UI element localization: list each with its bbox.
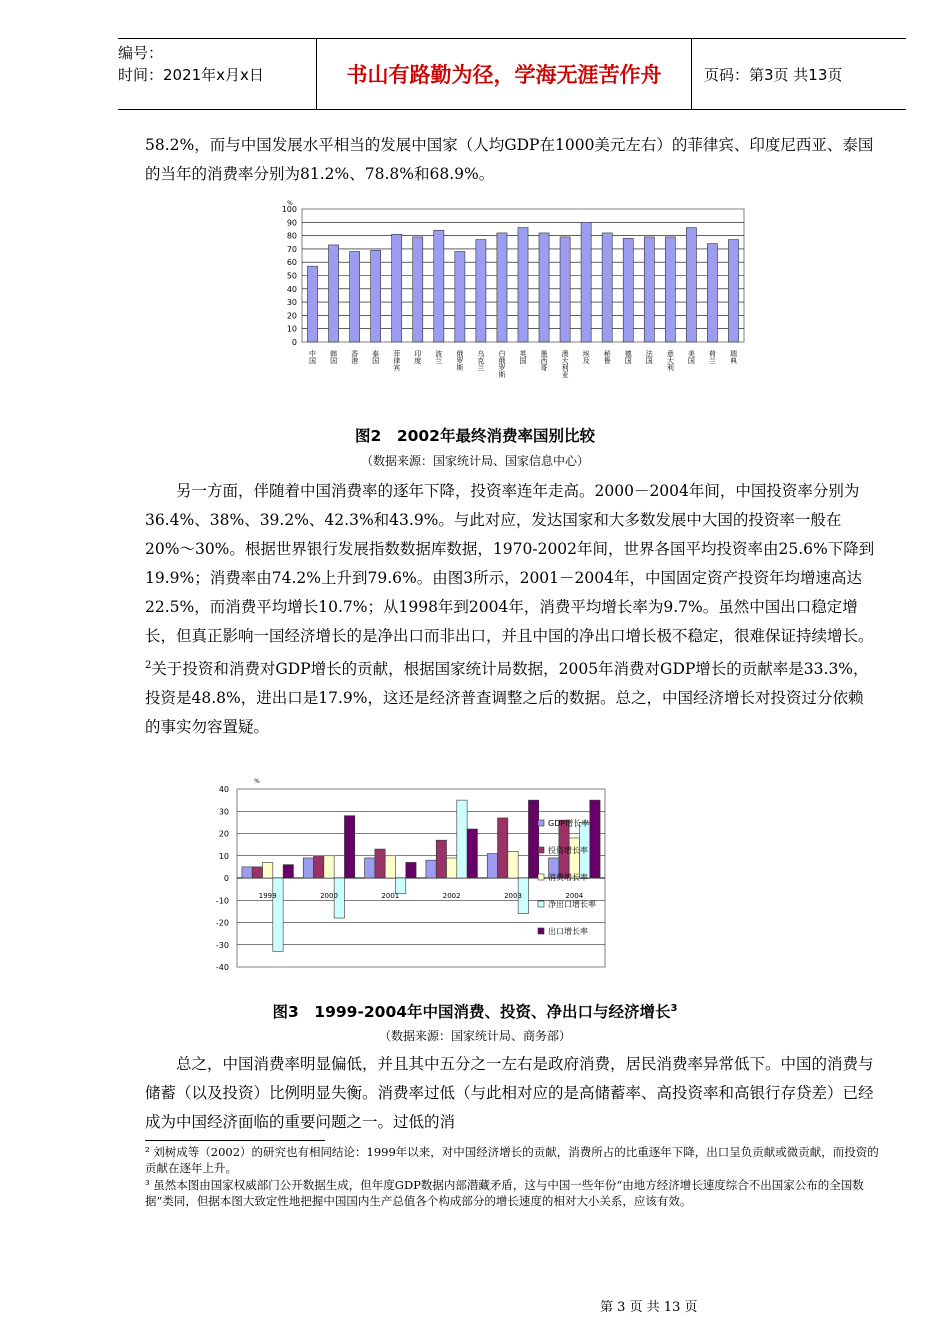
x-tick-label: 乌克兰 [476,350,485,371]
x-tick-label: 墨西哥 [540,350,549,371]
legend-label: 投资增长率 [548,846,588,855]
y-tick-label: 60 [286,258,297,268]
y-tick-label: 20 [218,829,229,839]
bar [467,829,477,878]
x-tick-label: 印度 [413,350,422,364]
bar [324,856,334,878]
bar [263,862,273,878]
bar [644,237,654,342]
bar [686,228,696,342]
time-label: 时间：2021年x月x日 [118,66,264,84]
bar [581,222,591,342]
bar [371,250,381,342]
y-tick-label: 0 [223,874,229,883]
x-tick-label: 澳大利亚 [561,350,570,378]
y-tick-label: -10 [215,896,229,906]
bar [497,233,507,342]
bar [314,856,324,878]
legend-swatch [538,820,544,826]
bar [665,237,675,342]
page-footer: 第 3 页 共 13 页 [600,1300,698,1315]
x-tick-label: 2003 [504,892,522,900]
bar [406,862,416,878]
bar [307,266,317,342]
legend-swatch [538,928,544,934]
chart-growth-rates [205,775,815,980]
bar [242,867,252,878]
bar [455,252,465,342]
header-page-label: 页码：第3页 共13页 [704,65,843,84]
x-tick-label: 泰国 [371,350,380,364]
legend-label: GDP增长率 [548,819,590,828]
y-tick-label: -40 [215,963,229,972]
y-tick-label: 40 [286,284,297,294]
footnote-ref-3[interactable]: 3 [670,1002,678,1014]
bar [434,230,444,342]
y-tick-label: 0 [291,338,297,347]
page-header [118,38,906,110]
bar [602,233,612,342]
bar [569,838,579,878]
x-tick-label: 德国 [624,350,633,364]
figure3-source: （数据来源：国家统计局、商务部） [378,1029,571,1043]
y-tick-label: -30 [215,940,229,950]
legend-label: 净出口增长率 [548,900,596,909]
x-tick-label: 秘鲁 [603,350,612,364]
y-tick-label: 30 [286,298,297,308]
y-axis-unit: % [254,778,260,785]
bar [350,252,360,342]
x-tick-label: 美国 [687,350,696,364]
x-tick-label: 2001 [381,892,400,900]
x-tick-label: 白俄罗斯 [497,350,506,378]
figure3-caption [0,1000,950,1022]
x-tick-label: 2004 [565,892,584,900]
legend-label: 出口增长率 [548,927,588,936]
bar [329,245,339,342]
y-tick-label: 10 [218,851,229,861]
chart-consumption-rate-by-country [272,197,752,407]
paragraph-2-tail: 关于投资和消费对GDP增长的贡献，根据国家统计局数据，2005年消费对GDP增长的贡献率是33.3%，投资是48.8%，进出口是17.9%，这还是经济普查调整之后的数据。总之，中国经济增长对投资过分依赖的事实勿容置疑。 [145,660,869,737]
bar [560,237,570,342]
x-tick-label: 法国 [645,350,654,364]
bar [392,234,402,342]
x-tick-label: 荷兰 [708,350,717,364]
bar [303,858,313,878]
bar [365,858,375,878]
footnote-ref-2[interactable]: 2 [145,660,152,671]
bar [344,816,354,878]
x-tick-label: 1999 [258,892,277,900]
x-tick-label: 菲律宾 [392,350,401,371]
legend-label: 消费增长率 [548,873,588,882]
bar [518,228,528,342]
x-tick-label: 中国 [308,350,317,364]
y-axis-unit: % [287,200,293,207]
bar [728,240,738,342]
y-tick-label: 10 [286,324,297,334]
bar [476,240,486,342]
legend-swatch [538,874,544,880]
bar [385,856,395,878]
paragraph-1: 58.2%，而与中国发展水平相当的发展中国家（人均GDP在1000美元左右）的菲律宾、印度尼西亚、泰国的当年的消费率分别为81.2%、78.8%和68.9%。 [145,136,874,183]
bar [436,840,446,878]
bar [413,237,423,342]
bar [375,849,385,878]
bar [457,800,467,878]
x-tick-label: 英国 [519,350,527,364]
header-meta [118,39,314,112]
bar [528,800,538,878]
footnote-2: ² 刘树成等（2002）的研究也有相同结论：1999年以来，对中国经济增长的贡献，消费所占的比重逐年下降，出口呈负贡献或微贡献，而投资的贡献在逐年上升。 [145,1145,879,1175]
bar [283,865,293,878]
x-tick-label: 俄罗斯 [455,350,464,371]
x-tick-label: 波兰 [434,350,443,364]
y-tick-label: 90 [286,218,297,228]
y-tick-label: 20 [286,311,297,321]
legend-swatch [538,901,544,907]
header-motto: 书山有路勤为径，学海无涯苦作舟 [316,39,692,109]
number-label: 编号： [118,44,164,62]
x-tick-label: 瑞典 [729,350,738,364]
bar [273,878,283,951]
bar [252,867,262,878]
bar [590,800,600,878]
bar [487,854,497,878]
bar [623,238,633,342]
bar [498,818,508,878]
figure3-caption-text: 图3 1999-2004年中国消费、投资、净出口与经济增长 [272,1003,671,1021]
y-tick-label: -20 [215,918,229,928]
y-tick-label: 40 [218,785,229,794]
x-tick-label: 意大利 [666,350,675,371]
y-tick-label: 100 [281,205,297,214]
paragraph-2-text: 另一方面，伴随着中国消费率的逐年下降，投资率连年走高。2000－2004年间，中国投资率分别为36.4%、38%、39.2%、42.3%和43.9%。与此对应，发达国家和大多数发展中大国的投资率一般在20%～30%。根据世界银行发展指数数据库数据，1970-2002年间，世界各国平均投资率由25.6%下降到19.9%；消费率由74.2%上升到79.6%。由图3所示，2001－2004年，中国固定资产投资年均增速高达22.5%，而消费平均增长10.7%；从1998年到2004年，消费平均增长率为9.7%。虽然中国出口稳定增长，但真正影响一国经济增长的是净出口而非出口，并且中国的净出口增长极不稳定，很难保证持续增长。 [145,482,875,645]
x-tick-label: 韩国 [329,350,338,364]
y-tick-label: 80 [286,231,297,241]
figure2-source: （数据来源：国家统计局、国家信息中心） [360,454,589,468]
x-tick-label: 2000 [320,892,338,900]
x-tick-label: 2002 [442,892,461,900]
bar [426,860,436,878]
y-tick-label: 50 [286,271,297,281]
bar [707,244,717,342]
bar [539,233,549,342]
legend-swatch [538,847,544,853]
y-tick-label: 70 [286,244,297,254]
paragraph-3: 总之，中国消费率明显偏低，并且其中五分之一左右是政府消费，居民消费率异常低下。中国的消费与储蓄（以及投资）比例明显失衡。消费率过低（与此相对应的是高储蓄率、高投资率和高银行存贷差）已经成为中国经济面临的重要问题之一。过低的消 [145,1055,874,1131]
y-tick-label: 30 [218,807,229,817]
bar [447,858,457,878]
footnote-divider [145,1140,325,1141]
figure2-caption: 图2 2002年最终消费率国别比较 [355,427,595,445]
x-tick-label: 埃及 [582,350,591,364]
bar [508,851,518,878]
footnote-3: ³ 虽然本图由国家权威部门公开数据生成，但年度GDP数据内部潜藏矛盾，这与中国一些年份“由地方经济增长速度综合不出国家公布的全国数据”类同，但据本图大致定性地把握中国国内生产总值各个构成部分的增长速度的相对大小关系，应该有效。 [145,1178,864,1208]
x-tick-label: 香港 [350,350,359,364]
paragraph-2 [145,477,875,742]
